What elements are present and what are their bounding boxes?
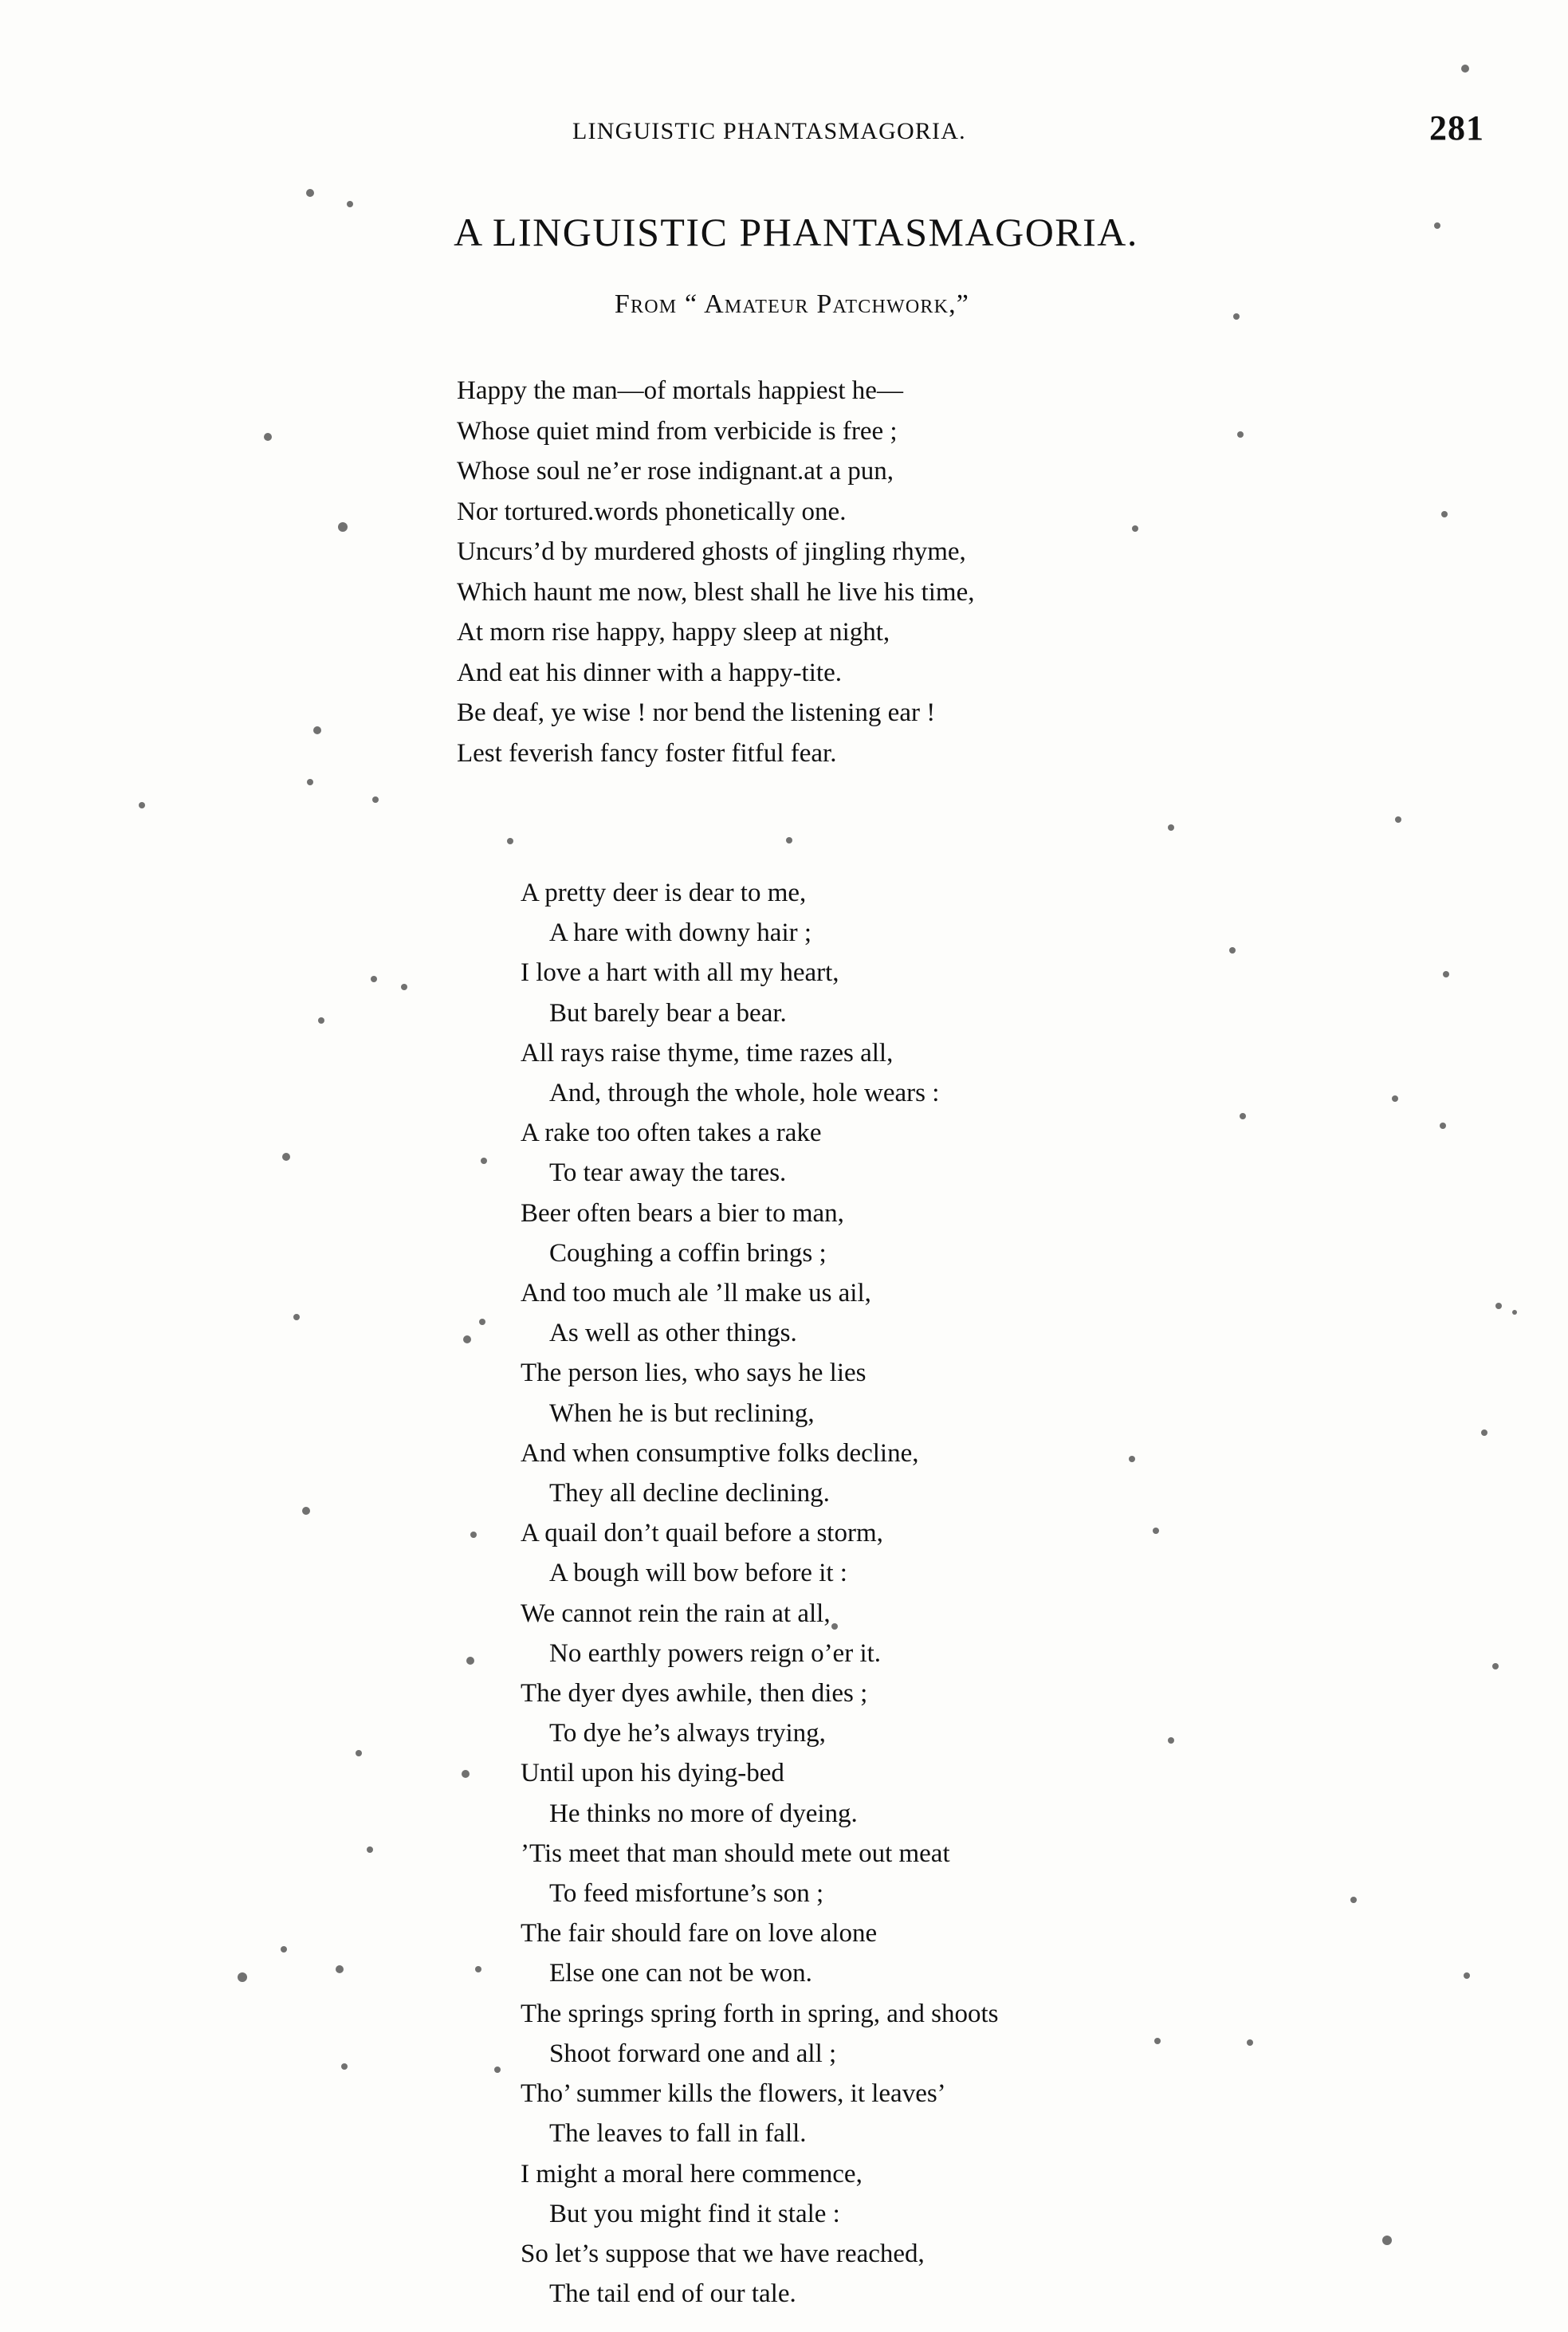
speckle [1229,947,1236,954]
speckle [313,726,321,734]
speckle [786,837,792,844]
poem-line: No earthly powers reign o’er it. [549,1638,882,1668]
poem-line: Shoot forward one and all ; [549,2039,837,2068]
poem-line: They all decline declining. [549,1479,830,1508]
poem-line: To tear away the tares. [549,1158,787,1188]
poem-stanza-two [521,873,1397,2314]
speckle [463,1335,471,1343]
poem-line: The leaves to fall in fall. [549,2119,807,2149]
poem-line: And when consumptive folks decline, [521,1438,919,1468]
poem-line: Until upon his dying-bed [521,1759,784,1788]
speckle [466,1657,474,1665]
speckle [367,1846,373,1853]
speckle [356,1750,362,1756]
speckle [1382,2236,1392,2245]
poem-line: But you might find it stale : [549,2199,840,2228]
speckle [281,1946,287,1953]
poem-line: He thinks no more of dyeing. [549,1799,858,1828]
poem-line: Which haunt me now, blest shall he live his time, [457,577,975,607]
speckle [1168,1737,1174,1744]
poem-line: Be deaf, ye wise ! nor bend the listening ear ! [457,698,936,727]
speckle [338,522,348,532]
speckle [1441,511,1448,517]
speckle [507,838,513,844]
poem-line: As well as other things. [549,1319,797,1348]
speckle [1233,313,1240,320]
running-head: LINGUISTIC PHANTASMAGORIA. [572,118,966,144]
poem-line: All rays raise thyme, time razes all, [521,1038,894,1068]
speckle [336,1965,344,1973]
page-number: 281 [1429,108,1484,147]
speckle [371,976,377,982]
poem-line: A pretty deer is dear to me, [521,879,807,907]
poem-line: Beer often bears a bier to man, [521,1198,844,1228]
speckle [318,1017,324,1024]
speckle [1464,1972,1470,1979]
speckle [1240,1113,1246,1119]
poem-line: We cannot rein the rain at all, [521,1599,831,1628]
speckle [1392,1095,1398,1102]
poem-line: But barely bear a bear. [549,998,787,1028]
poem-line: And, through the whole, hole wears : [549,1079,940,1108]
speckle [139,802,145,808]
speckle [470,1532,477,1538]
poem-line: Else one can not be won. [549,1959,812,1988]
speckle [831,1623,838,1630]
poem-line: Uncurs’d by murdered ghosts of jingling rhyme, [457,537,966,566]
speckle [494,2067,501,2073]
speckle [238,1972,247,1982]
speckle [282,1153,290,1161]
speckle [1154,2038,1161,2044]
speckle [401,984,407,990]
page-subtitle: From “ Amateur Patchwork,” [614,289,970,319]
poem-line: Happy the man—of mortals happiest he— [457,376,903,405]
poem-line: The tail end of our tale. [549,2279,796,2309]
poem-line: A rake too often takes a rake [521,1119,822,1148]
speckle [1512,1310,1517,1315]
poem-line: A quail don’t quail before a storm, [521,1519,883,1548]
speckle [1440,1123,1446,1129]
poem-line: At morn rise happy, happy sleep at night, [457,618,890,647]
speckle [1481,1429,1487,1436]
poem-line: And too much ale ’ll make us ail, [521,1279,871,1308]
poem-line: The springs spring forth in spring, and shoots [521,1999,999,2028]
poem-line: I love a hart with all my heart, [521,958,839,988]
speckle [306,189,314,197]
speckle [1434,222,1440,229]
poem-stanza-one [457,371,1334,773]
poem-line: A hare with downy hair ; [549,918,812,948]
speckle [302,1507,310,1515]
speckle [1129,1456,1135,1462]
speckle [1350,1897,1357,1903]
speckle [372,796,379,803]
poem-line: Coughing a coffin brings ; [549,1238,827,1268]
poem-line: When he is but reclining, [549,1398,815,1428]
poem-line: Whose quiet mind from verbicide is free ; [457,416,898,446]
page-title: A LINGUISTIC PHANTASMAGORIA. [454,210,1138,254]
speckle [264,433,272,441]
poem-line: To dye he’s always trying, [549,1719,826,1748]
poem-line: The fair should fare on love alone [521,1919,878,1949]
speckle [1495,1303,1502,1309]
speckle [1168,824,1174,831]
speckle [307,779,313,785]
speckle [347,201,353,207]
poem-line: I might a moral here commence, [521,2159,863,2188]
speckle [1132,525,1138,532]
poem-line: So let’s suppose that we have reached, [521,2239,925,2268]
speckle [481,1158,487,1164]
speckle [1153,1528,1159,1534]
speckle [1461,65,1469,73]
speckle [1492,1663,1499,1669]
poem-line: Whose soul ne’er rose indignant.at a pun, [457,457,894,486]
poem-line: A bough will bow before it : [549,1559,847,1588]
poem-line: The dyer dyes awhile, then dies ; [521,1679,868,1709]
poem-line: Lest feverish fancy foster fitful fear. [457,738,837,768]
poem-line: To feed misfortune’s son ; [549,1879,824,1909]
speckle [1237,431,1244,438]
poem-line: And eat his dinner with a happy-tite. [457,658,842,687]
speckle [341,2063,348,2070]
speckle [293,1314,300,1320]
speckle [1247,2039,1253,2046]
poem-line: ’Tis meet that man should mete out meat [521,1838,950,1868]
poem-line: Nor tortured.words phonetically one. [457,497,847,526]
speckle [462,1770,470,1778]
speckle [475,1966,481,1972]
speckle [1443,971,1449,977]
poem-line: The person lies, who says he lies [521,1359,867,1388]
speckle [479,1319,485,1325]
poem-line: Tho’ summer kills the flowers, it leaves’ [521,2079,946,2109]
speckle [1395,816,1401,823]
